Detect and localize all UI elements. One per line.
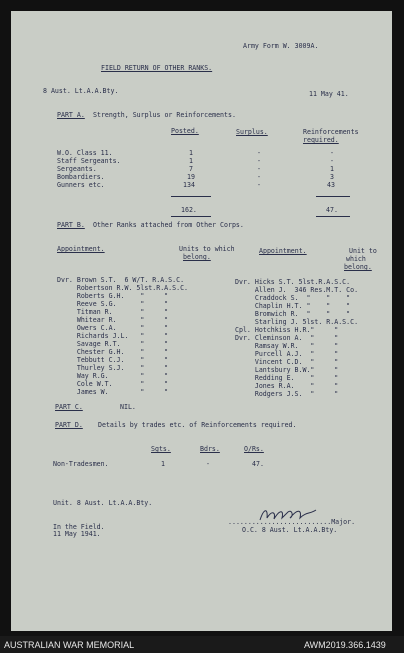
personnel-line: Starling J. 5lst. R.A.S.C. <box>235 318 359 326</box>
personnel-line: Way R.G. " " <box>57 372 169 380</box>
personnel-line: Cole W.T. " " <box>57 380 169 388</box>
personnel-line: Cpl. Hotchkiss H.R." " <box>235 326 339 334</box>
part-d-heading: Details by trades etc. of Reinforcements required. <box>98 421 297 429</box>
place-date: 11 May 1941. <box>53 530 101 538</box>
rank-label: Sergeants. <box>57 165 97 173</box>
personnel-line: Purcell A.J. " " <box>235 350 339 358</box>
reinf-rule-bottom <box>316 216 350 217</box>
part-c-label: PART C. <box>55 403 83 411</box>
reinf-rule-top <box>316 196 350 197</box>
reinforcement-value: 43 <box>327 181 335 189</box>
surplus-value: - <box>257 181 261 189</box>
form-number: Army Form W. 3009A. <box>243 42 319 50</box>
col-appointment-left: Appointment. <box>57 245 105 253</box>
posted-value: 1 <box>189 149 193 157</box>
part-a-heading: Strength, Surplus or Reinforcements. <box>93 111 236 119</box>
reinforcement-value: - <box>330 149 334 157</box>
posted-value: 7 <box>189 165 193 173</box>
personnel-line: Roberts G.H. " " <box>57 292 169 300</box>
non-tradesmen-label: Non-Tradesmen. <box>53 460 109 468</box>
signature-title: O.C. 8 Aust. Lt.A.A.Bty. <box>242 526 338 534</box>
personnel-line: Redding E. " " <box>235 374 339 382</box>
personnel-line: Titman R. " " <box>57 308 169 316</box>
personnel-line: Bromwich R. " " " <box>235 310 351 318</box>
ors-value: 47. <box>252 460 264 468</box>
part-b-label: PART B. <box>57 221 85 229</box>
personnel-line: Jones R.A. " " <box>235 382 339 390</box>
accession-number: AWM2019.366.1439 <box>304 640 386 650</box>
part-d-label: PART D. <box>55 421 83 429</box>
col-posted: Posted. <box>171 127 199 135</box>
personnel-line: Dvr. Brown S.T. 6 W/T. R.A.S.C. <box>57 276 185 284</box>
col-belong-right: belong. <box>344 263 372 271</box>
personnel-line: Ramsay W.R. " " <box>235 342 339 350</box>
personnel-line: Lantsbury B.W." " <box>235 366 339 374</box>
rank-label: Gunners etc. <box>57 181 105 189</box>
col-bdrs: Bdrs. <box>200 445 220 453</box>
personnel-line: Vincent C.D. " " <box>235 358 339 366</box>
personnel-line: Owers C.A. " " <box>57 324 169 332</box>
sgts-value: 1 <box>161 460 165 468</box>
personnel-line: Whitear R. " " <box>57 316 169 324</box>
personnel-line: Reeve S.G. " " <box>57 300 169 308</box>
posted-rule-bottom <box>171 216 211 217</box>
col-sgts: Sgts. <box>151 445 171 453</box>
posted-value: 134 <box>183 181 195 189</box>
posted-value: 1 <box>189 157 193 165</box>
signature-line: ..........................Major. <box>228 518 356 526</box>
document-title: FIELD RETURN OF OTHER RANKS. <box>101 64 213 72</box>
reinforcement-value: - <box>330 157 334 165</box>
personnel-line: Allen J. 346 Res.M.T. Co. <box>235 286 359 294</box>
posted-rule-top <box>171 196 211 197</box>
return-date: 11 May 41. <box>309 90 349 98</box>
rank-label: Bombardiers. <box>57 173 105 181</box>
part-c-text: NIL. <box>120 403 136 411</box>
unit-name: 8 Aust. Lt.A.A.Bty. <box>43 87 119 95</box>
personnel-line: Dvr. Hicks S.T. 5lst.R.A.S.C. <box>235 278 351 286</box>
personnel-line: Robertson R.W. 5lst.R.A.S.C. <box>57 284 189 292</box>
surplus-value: - <box>257 165 261 173</box>
col-which: which <box>346 255 366 263</box>
col-belong-left: belong. <box>183 253 211 261</box>
personnel-line: Chaplin H.T. " " " <box>235 302 351 310</box>
col-unit-to: Unit to <box>349 247 377 255</box>
total-reinforcements: 47. <box>326 206 338 214</box>
col-required: required. <box>303 136 339 144</box>
col-appointment-right: Appointment. <box>259 247 307 255</box>
rank-label: W.O. Class 11. <box>57 149 113 157</box>
rank-label: Staff Sergeants. <box>57 157 121 165</box>
posted-value: 19 <box>187 173 195 181</box>
personnel-line: Thurley S.J. " " <box>57 364 169 372</box>
surplus-value: - <box>257 157 261 165</box>
total-posted: 162. <box>181 206 197 214</box>
unit-signoff: Unit. 8 Aust. Lt.A.A.Bty. <box>53 499 153 507</box>
part-b-heading: Other Ranks attached from Other Corps. <box>93 221 244 229</box>
personnel-line: Craddock S. " " " <box>235 294 351 302</box>
col-reinforcements: Reinforcements <box>303 128 359 136</box>
personnel-line: Tebbutt C.J. " " <box>57 356 169 364</box>
personnel-line: Savage R.T. " " <box>57 340 169 348</box>
bdrs-value: - <box>206 460 210 468</box>
reinforcement-value: 1 <box>330 165 334 173</box>
personnel-line: Richards J.L. " " <box>57 332 169 340</box>
personnel-line: James W. " " <box>57 388 169 396</box>
reinforcement-value: 3 <box>330 173 334 181</box>
personnel-line: Chester G.H. " " <box>57 348 169 356</box>
surplus-value: - <box>257 173 261 181</box>
part-a-label: PART A. <box>57 111 85 119</box>
institution-name: AUSTRALIAN WAR MEMORIAL <box>4 640 135 650</box>
personnel-line: Dvr. Cleminson A. " " <box>235 334 339 342</box>
personnel-line: Rodgers J.S. " " <box>235 390 339 398</box>
caption-bar <box>0 636 404 653</box>
col-ors: O/Rs. <box>244 445 264 453</box>
surplus-value: - <box>257 149 261 157</box>
col-surplus: Surplus. <box>236 128 268 136</box>
col-units-to-which: Units to which <box>179 245 235 253</box>
place: In the Field. <box>53 523 105 531</box>
